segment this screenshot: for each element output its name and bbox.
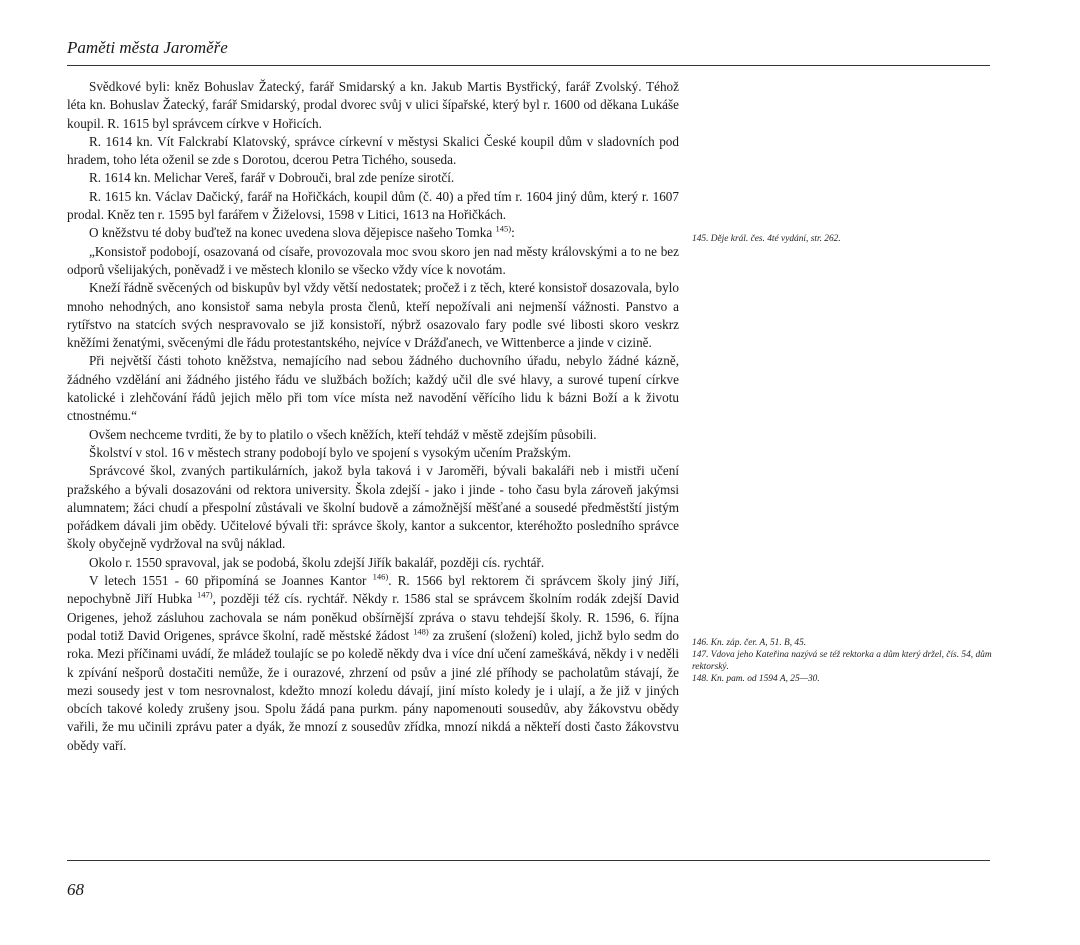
footer-rule (67, 860, 990, 861)
paragraph: Okolo r. 1550 spravoval, jak se podobá, školu zdejší Jiřík bakalář, později cís. rychtář. (89, 554, 545, 570)
margin-notes-lower (692, 637, 992, 685)
paragraph-text: . R. 1566 byl rektorem či správcem školy jiný Jiří, nepochybně Jiří Hubka (67, 573, 679, 607)
quote-paragraph: Kneží řádně svěcených od biskupův byl vždy větší nedostatek; pročež i z těch, které konsistoř dosazovala, bylo mnoho nehodných, ano konsistoř sama nebyla prosta členů, kteří nepožívali ani nejmenší vážnosti. Panstvo a rytířstvo na statcích svých nespravovalo se již konsistoří, nýbrž osazovalo fary podle své libosti skoro veskrz kněžími ženatými, svěcenými dle řádu protestantského, nejvíce v Drážďanech, ve Wittenberce a jinde v cizině. (67, 280, 679, 351)
main-text-column (67, 78, 679, 755)
running-head-title: Paměti města Jaroměře (67, 38, 228, 57)
paragraph-text: : (511, 225, 515, 241)
paragraph: Ovšem nechceme tvrditi, že by to platilo o všech kněžích, kteří tehdáž v městě zdejším působili. (89, 426, 597, 442)
paragraph: Správcové škol, zvaných partikulárních, jakož byla taková i v Jaroměři, bývali bakaláři neb i mistři učení pražského a bývali dosazováni od rektora university. Škola zdejší - jako i jinde - toho času byla zároveň jakýmsi alumnatem; žáci chudí a přespolní zůstávali ve školní budově a zámožnější měšťané a sousedé předměstští jistým pořádkem dávali jim obědy. Učitelové bývali tři: správce školy, kantor a sukcentor, kteréhožto posledního správce školy obyčejně vydržoval na svůj náklad. (67, 463, 679, 552)
quote-paragraph: Při největší části tohoto kněžstva, nemajícího nad sebou žádného duchovního úřadu, nebylo žádné kázně, žádného vzdělání ani žádného jistého řádu ve službách božích; každý učil dle své hlavy, a surové tupení církve katolické i zlehčování řádů jejich mělo při tom více místa než navodění věřícího lidu k bázni Boží a k životu ctnostnému.“ (67, 353, 679, 424)
footnote-148: 148. Kn. pam. od 1594 A, 25—30. (692, 674, 820, 684)
footnote-147: 147. Vdova jeho Kateřina nazývá se též rektorka a dům který držel, čís. 54, dům rektorský. (692, 650, 992, 672)
paragraph: Školství v stol. 16 v městech strany podobojí bylo ve spojení s vysokým učením Pražským. (89, 444, 572, 460)
paragraph: R. 1615 kn. Václav Dačický, farář na Hořičkách, koupil dům (č. 40) a před tím r. 1604 jiný dům, který r. 1607 prodal. Kněz ten r. 1595 byl farářem v Žiželovsi, 1598 v Litici, 1613 na Hořičkách. (67, 188, 679, 223)
footnote-ref-147: 147) (196, 589, 213, 600)
paragraph-text: , později též cís. rychtář. Někdy r. 1586 stal se správcem školním rodák zdejší David Origenes, jehož zásluhou zachovala se nám poněkud obšírnější zpráva o stavu tehdejší školy. R. 1596, 6. října podal totiž David Origenes, správce školní, radě městské žádost (67, 591, 679, 643)
footnote-ref-146: 146) (372, 571, 389, 582)
footnote-146: 146. Kn. záp. čer. A, 51. B, 45. (692, 638, 807, 648)
paragraph-text: za zrušení (složení) koled, jichž bylo sedm do roka. Mezi příčinami uvádí, že mládež toulajíc se po koledě někdy dva i více dní učení zameškává, někdy i v neděli k zpívání nešporů dostačiti nemůže, že i ourazové, zhrzení od psův a jiné zlé příhody se pacholatům stávají, že mezi sousedy jest v tom nesrovnalost, kdežto mnozí koledu dávají, jiní místo koledy je i ulají, a že již v jiných obcích takové koledy zrušeny jsou. Spolu žádá pana purkm. pány napomenouti sousedův, aby žákovstvu obědy vařili, že mu učinili zprávu pater a dyák, že mnozí z sousedův zřídka, mnozí nikdá a někteří dosti často žákovstvu obědy vaří. (67, 627, 679, 753)
header-rule (67, 65, 990, 66)
footnote-ref-148: 148) (413, 626, 429, 637)
footnote-ref-145: 145) (495, 223, 512, 234)
footnote-145: 145. Děje král. čes. 4té vydání, str. 262. (692, 234, 841, 244)
quote-paragraph: „Konsistoř podobojí, osazovaná od císaře, provozovala moc svou skoro jen nad městy královskými a to ne bez odporů všelijakých, poněvadž i ve městech klonilo se všecko vždy více k novotám. (67, 243, 679, 277)
paragraph (67, 572, 679, 755)
margin-notes-upper (692, 233, 992, 245)
paragraph (67, 224, 679, 242)
paragraph-text: O kněžstvu té doby buďtež na konec uvedena slova dějepisce našeho Tomka (89, 225, 496, 241)
paragraph: Svědkové byli: kněz Bohuslav Žatecký, farář Smidarský a kn. Jakub Martis Bystřický, farář Zvolský. Téhož léta kn. Bohuslav Žatecký, farář Smidarský, prodal dvorec svůj v ulici šípařské, který byl r. 1600 od děkana Lukáše koupil. R. 1615 byl správcem církve v Hořicích. (67, 79, 679, 131)
paragraph: R. 1614 kn. Melichar Vereš, farář v Dobrouči, bral zde peníze sirotčí. (89, 170, 455, 186)
page-number: 68 (67, 880, 84, 899)
paragraph-text: V letech 1551 - 60 připomíná se Joannes Kantor (89, 573, 373, 589)
paragraph: R. 1614 kn. Vít Falckrabí Klatovský, správce církevní v městysi Skalici České koupil dům v sladovních pod hradem, toho léta oženil se zde s Dorotou, dcerou Petra Tichého, souseda. (67, 133, 679, 168)
